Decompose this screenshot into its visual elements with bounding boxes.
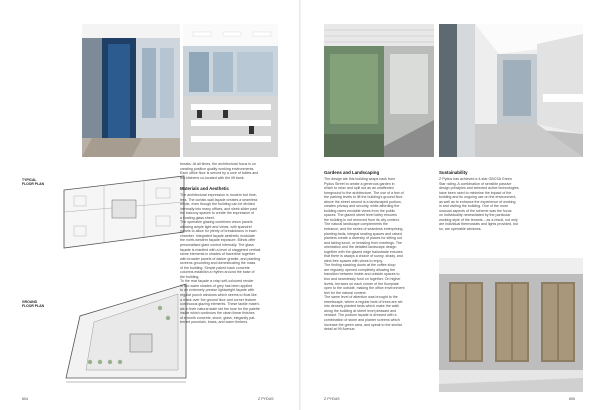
photo-lift-lobby-image xyxy=(439,258,583,392)
photo-lift-lobby xyxy=(439,258,583,392)
ground-floor-plan xyxy=(60,278,192,386)
photo-open-office-image xyxy=(183,24,278,157)
photo-meeting-room xyxy=(82,24,180,157)
right-page-number: 605 xyxy=(569,397,575,401)
sustainability-body: Z Pydus has achieved a 4-star GBCSA Green Star rating. A combination of sensible passive design principles and selected active technologies have been used to minimise the impact of the building and its ongoing use on the environment, as well as to enhance the experience of working in and visiting the building. One of the more unusual aspects of the scheme was the focus on individuality necessitated by the particular working style of the tenants – as a result, not only are individual thermostats and lights provided, but so, are openable windows. xyxy=(439,177,519,232)
photo-meeting-room-image xyxy=(82,24,180,157)
sustainability-heading: Sustainability xyxy=(439,170,468,175)
ground-floor-plan-label: GROUND FLOOR PLAN xyxy=(22,300,45,309)
gardens-body: The design ate this building wraps back from Pydus Street to create a generous garden in which to relax and spill out as an unaffected foreground to the architecture. The use of a few of the parking levels to lift the building's ground floor above the street around is a landscaped podium, creates privacy and security, while affording the building users enviable views from the public spaces. The glazed street level lobby ensures the building is not removed from its city context. The natural landscape complements the entrance, and the series of seamless enterprising planting beds, integral seating spaces and raised planters create a diversity of places for sitting out and taking lunch, or breaking from meetings. The orientation and the detailed landscape design together with the glazed edge balustrade ensures that there is always a choice of sunny, shady, and wind-free spaces with views to enjoy. The finding stacking doors at the coffee shop are regularly opened completely allowing the transition between inside and outside spaces to blur and seamlessly fund on together. On higher levels, terraces on each corner of the floorplate open to the outside, making the office environment feel for the natural context. The same level of attention was brought to the streetscape, where a regular beat of trees are set into densely planted beds which make the walk along the building at street level pleasant and verdant. The podium façade is dressed with a combination of stone and planter screens which increase the green area, and speak to the similar detail at 99 Avenue. xyxy=(324,177,405,332)
left-intro-paragraph: breaks. At all times, the architectural focus is on creating positive quality working environments. Each office floor is served by a core of toilets and tea kitchens co-located with the lift bank. xyxy=(180,162,259,180)
photo-atrium xyxy=(324,24,434,157)
photo-corridor-image xyxy=(439,24,583,157)
right-running-title: Z PYDUS xyxy=(324,397,340,401)
left-page xyxy=(0,0,299,410)
materials-heading: Materials and Aesthetic xyxy=(180,186,229,191)
right-page xyxy=(301,0,600,410)
ground-floor-plan-drawing xyxy=(60,278,192,386)
typical-floor-plan xyxy=(60,172,188,252)
photo-corridor xyxy=(439,24,583,157)
photo-atrium-image xyxy=(324,24,434,157)
typical-floor-plan-label: TYPICAL FLOOR PLAN xyxy=(22,178,45,187)
materials-body: The architectural expression is modern but time- less. The curtain-wall façade creates a seamless whole, even though the building can be divided internally into many offices, and sleek slider past the balcony spaces to create the impression of a floating glass sheet. The openable glazing combines vision panels allowing ample light and views, with spandrel panels to allow for plenty of breakdowns in each chamber. Integrated façade aesthetic modulate the north-western façade exposure. Blinds offer personalised glare control internally. The glass façade is mantled with a level of staggered vertical stone elements in shades of travertine together with broader panels of darker granite, and planting screens grounding and domesticating the mass of the building. Simple paired back concrete columns establish a rhythm around the base of the building. To the rear façade a crisp self-coloured render in two warm shades of grey has been applied to an extremely precise lightweight façade with regular punch windows which seems to float like a mask over the ground floor and corner feature continuous glazing elements. These tactile materi- als in their natural state set the tone for the palette inside which continues the clean linear finishes of smooth concrete, stone, glass, elegantly pat- terned porcelain, brass, and warm timbers. xyxy=(180,193,261,325)
photo-open-office xyxy=(183,24,278,157)
left-running-title: Z PYDUS xyxy=(258,397,274,401)
left-page-number: 604 xyxy=(22,397,28,401)
gardens-heading: Gardens and Landscaping xyxy=(324,170,380,175)
typical-floor-plan-drawing xyxy=(60,172,188,252)
